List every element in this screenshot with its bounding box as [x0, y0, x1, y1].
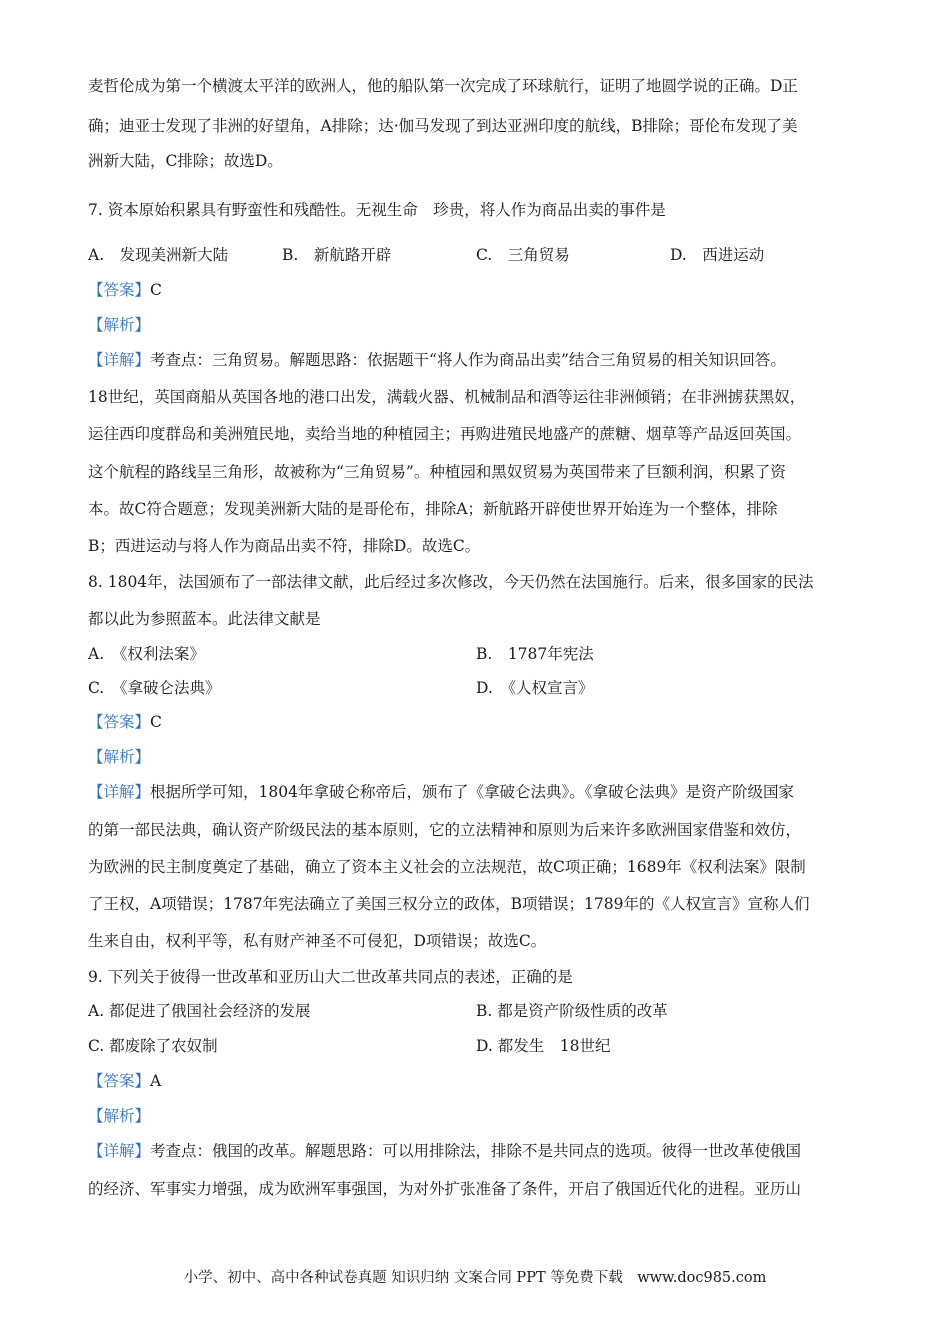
- q8-detail-line: 【详解】根据所学可知，1804年拿破仑称帝后，颁布了《拿破仑法典》。《拿破仑法典》是资产阶级国家: [88, 783, 794, 801]
- q7-analysis-tag: [88, 315, 864, 335]
- q8-detail-line: 为欧洲的民主制度奠定了基础，确立了资本主义社会的立法规范，故C项正确；1689年《权利法案》限制: [88, 858, 806, 876]
- q9-answer: [88, 1071, 864, 1091]
- q7-option-b: B. 新航路开辟: [282, 246, 392, 264]
- q9-detail-line: 【详解】考查点：俄国的改革。解题思路：可以用排除法，排除不是共同点的选项。彼得一世改革使俄国: [88, 1142, 802, 1160]
- q8-answer: [88, 712, 864, 732]
- q7-detail-line: B；西进运动与将人作为商品出卖不符，排除D。故选C。: [88, 537, 481, 555]
- q9-option-b: B. 都是资产阶级性质的改革: [476, 1002, 668, 1020]
- q7-detail-line: 本。故C符合题意；发现美洲新大陆的是哥伦布，排除A；新航路开辟使世界开始连为一个整体，排除: [88, 500, 778, 518]
- q8-stem: 都以此为参照蓝本。此法律文献是: [88, 610, 321, 628]
- answer-value: C: [150, 281, 162, 299]
- answer-value: A: [150, 1072, 162, 1090]
- q8-detail-line: 生来自由，权利平等，私有财产神圣不可侵犯，D项错误；故选C。: [88, 932, 547, 950]
- intro-line: 麦哲伦成为第一个横渡太平洋的欧洲人，他的船队第一次完成了环球航行，证明了地圆学说的正确。D正: [88, 77, 798, 95]
- intro-line: 洲新大陆，C排除；故选D。: [88, 152, 283, 170]
- q9-option-a: A. 都促进了俄国社会经济的发展: [88, 1002, 311, 1020]
- q7-option-c: C. 三角贸易: [476, 246, 570, 264]
- q8-detail-line: 了王权，A项错误；1787年宪法确立了美国三权分立的政体，B项错误；1789年的《人权宣言》宣称人们: [88, 895, 810, 913]
- q9-option-c: C. 都废除了农奴制: [88, 1037, 218, 1055]
- intro-line: 确；迪亚士发现了非洲的好望角，A排除；达·伽马发现了到达亚洲印度的航线，B排除；哥伦布发现了美: [88, 117, 798, 135]
- answer-tag: 【答案】: [88, 281, 151, 299]
- q8-option-c: C. 《拿破仑法典》: [88, 679, 221, 697]
- q9-stem: 9. 下列关于彼得一世改革和亚历山大二世改革共同点的表述，正确的是: [88, 968, 573, 986]
- analysis-tag: 【解析】: [88, 1107, 151, 1125]
- q8-stem: 8. 1804年，法国颁布了一部法律文献，此后经过多次修改，今天仍然在法国施行。后来，很多国家的民法: [88, 573, 814, 591]
- q7-option-d: D. 西进运动: [670, 246, 765, 264]
- q7-stem: 7. 资本原始积累具有野蛮性和残酷性。无视生命 珍贵，将人作为商品出卖的事件是: [88, 201, 666, 219]
- analysis-tag: 【解析】: [88, 316, 151, 334]
- answer-value: C: [150, 713, 162, 731]
- detail-tag: 【详解】: [88, 1142, 151, 1160]
- q8-detail-line: 的第一部民法典，确认资产阶级民法的基本原则，它的立法精神和原则为后来许多欧洲国家借鉴和效仿，: [88, 821, 802, 839]
- q8-analysis-tag: [88, 747, 864, 767]
- q9-option-d: D. 都发生 18世纪: [476, 1037, 611, 1055]
- q7-option-a: A. 发现美洲新大陆: [88, 246, 229, 264]
- q7-detail-line: 18世纪，英国商船从英国各地的港口出发，满载火器、机械制品和酒等运往非洲倾销；在非洲掳获黑奴，: [88, 388, 806, 406]
- answer-tag: 【答案】: [88, 1072, 151, 1090]
- q7-detail-line: 运往西印度群岛和美洲殖民地，卖给当地的种植园主；再购进殖民地盛产的蔗糖、烟草等产品返回英国。: [88, 425, 802, 443]
- detail-tag: 【详解】: [88, 783, 151, 801]
- q7-detail-line: 这个航程的路线呈三角形，故被称为“三角贸易”。种植园和黑奴贸易为英国带来了巨额利润，积累了资: [88, 463, 786, 481]
- q9-analysis-tag: [88, 1106, 864, 1126]
- page-footer: 小学、初中、高中各种试卷真题 知识归纳 文案合同 PPT 等免费下载 www.doc985.com: [183, 1270, 767, 1286]
- q7-detail-line: 【详解】考查点：三角贸易。解题思路：依据题干“将人作为商品出卖”结合三角贸易的相关知识回答。: [88, 351, 786, 369]
- answer-tag: 【答案】: [88, 713, 151, 731]
- q7-answer: [88, 280, 864, 300]
- q8-option-b: B. 1787年宪法: [476, 645, 594, 663]
- analysis-tag: 【解析】: [88, 748, 151, 766]
- q8-option-a: A. 《权利法案》: [88, 645, 205, 663]
- detail-tag: 【详解】: [88, 351, 151, 369]
- q9-detail-line: 的经济、军事实力增强，成为欧洲军事强国，为对外扩张准备了条件，开启了俄国近代化的进程。亚历山: [88, 1180, 802, 1198]
- q8-option-d: D. 《人权宣言》: [476, 679, 594, 697]
